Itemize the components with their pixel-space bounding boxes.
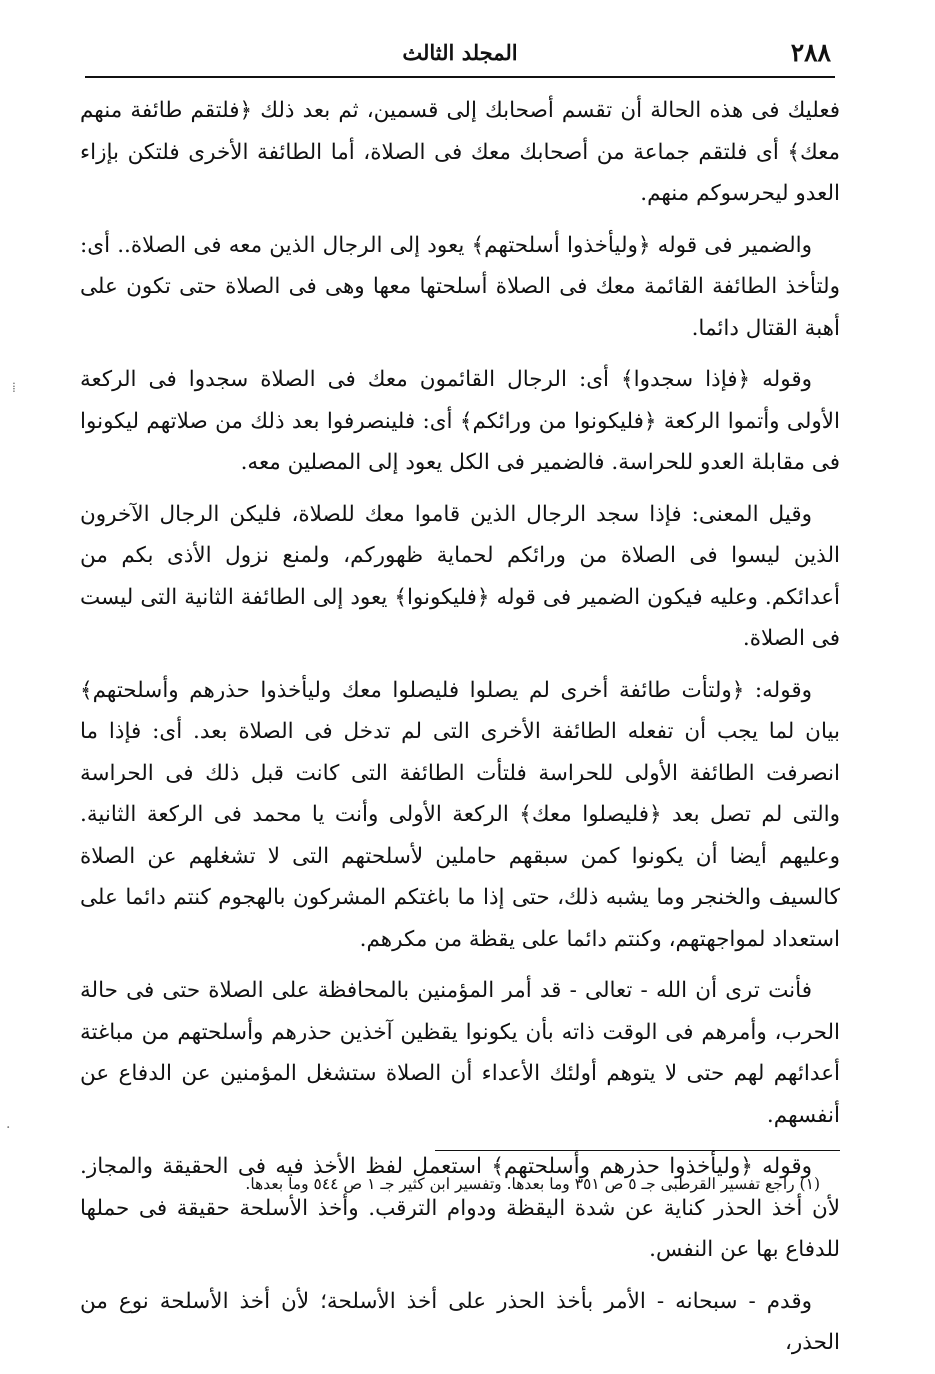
paragraph: والضمير فى قوله ﴿وليأخذوا أسلحتهم﴾ يعود إلى الرجال الذين معه فى الصلاة.. أى: ولتأخذ الطائفة القائمة معك فى الصلاة أسلحتها معها وهى فى الصلاة حتى تكون على أهبة القتال دائما. xyxy=(80,232,840,341)
paragraph: وقدم - سبحانه - الأمر بأخذ الحذر على أخذ الأسلحة؛ لأن أخذ الأسلحة نوع من الحذر، xyxy=(80,1288,840,1355)
volume-title: المجلد الثالث xyxy=(402,40,518,65)
page-number: ٢٨٨ xyxy=(790,38,831,67)
paragraph: وقوله ﴿فإذا سجدوا﴾ أى: الرجال القائمون معك فى الصلاة سجدوا فى الركعة الأولى وأتموا الركعة ﴿فليكونوا من ورائكم﴾ أى: فلينصرفوا بعد ذلك من صلاتهم ليكونوا فى مقابلة العدو للحراسة. فالضمير فى الكل يعود إلى المصلين معه. xyxy=(80,367,840,475)
paragraph: وقيل المعنى: فإذا سجد الرجال الذين قاموا معك للصلاة، فليكن الرجال الآخرون الذين ليسوا فى الصلاة من ورائكم لحماية ظهوركم، ولمنع نزول الأذى بكم من أعدائكم. وعليه فيكون الضمير فى قوله ﴿فليكونوا﴾ يعود إلى الطائفة الثانية التى ليست فى الصلاة. xyxy=(80,501,840,651)
paragraph: فعليك فى هذه الحالة أن تقسم أصحابك إلى قسمين، ثم بعد ذلك ﴿فلتقم طائفة منهم معك﴾ أى فلتقم جماعة من أصحابك معك فى الصلاة، أما الطائفة الأخرى فلتكن بإزاء العدو ليحرسوكم منهم. xyxy=(80,98,840,206)
footnote: (١) راجع تفسير القرطبى جـ ٥ ص ٣٥١ وما بعدها. وتفسير ابن كثير جـ ١ ص ٥٤٤ وما بعدها. xyxy=(245,1175,820,1193)
scan-margin-mark: ⁞ xyxy=(12,380,16,396)
paragraph: وقوله ﴿وليأخذوا حذرهم وأسلحتهم﴾ استعمل لفظ الأخذ فيه فى الحقيقة والمجاز. لأن أخذ الحذر كناية عن شدة اليقظة ودوام الترقب. وأخذ الأسلحة حقيقة فى حملها للدفاع بها عن النفس. xyxy=(80,1154,840,1262)
page-header xyxy=(85,36,835,78)
scan-margin-mark: · xyxy=(6,1120,11,1136)
paragraph: وقوله: ﴿ولتأت طائفة أخرى لم يصلوا فليصلوا معك وليأخذوا حذرهم وأسلحتهم﴾ بيان لما يجب أن تفعله الطائفة الأخرى التى لم تدخل فى الصلاة بعد. أى: فإذا ما انصرفت الطائفة الأولى للحراسة فلتأت الطائفة التى كانت قبل ذلك فى الحراسة والتى لم تصل بعد ﴿فليصلوا معك﴾ الركعة الأولى وأنت يا محمد فى الركعة الثانية. وعليهم أيضا أن يكونوا كمن سبقهم حاملين لأسلحتهم التى لا تشغلهم عن الصلاة كالسيف والخنجر وما يشبه ذلك، حتى إذا ما باغتكم المشركون بالهجوم كنتم دائما على استعداد لمواجهتهم، وكنتم دائما على يقظة من مكرهم. xyxy=(80,677,840,952)
footnote-divider xyxy=(435,1150,840,1151)
paragraph: فأنت ترى أن الله - تعالى - قد أمر المؤمنين بالمحافظة على الصلاة حتى فى حالة الحرب، وأمرهم فى الوقت ذاته بأن يكونوا يقظين آخذين حذرهم وأسلحتهم من مباغتة أعدائهم لهم حتى لا يتوهم أولئك الأعداء أن الصلاة ستشغل المؤمنين عن الدفاع عن أنفسهم. xyxy=(80,978,840,1128)
